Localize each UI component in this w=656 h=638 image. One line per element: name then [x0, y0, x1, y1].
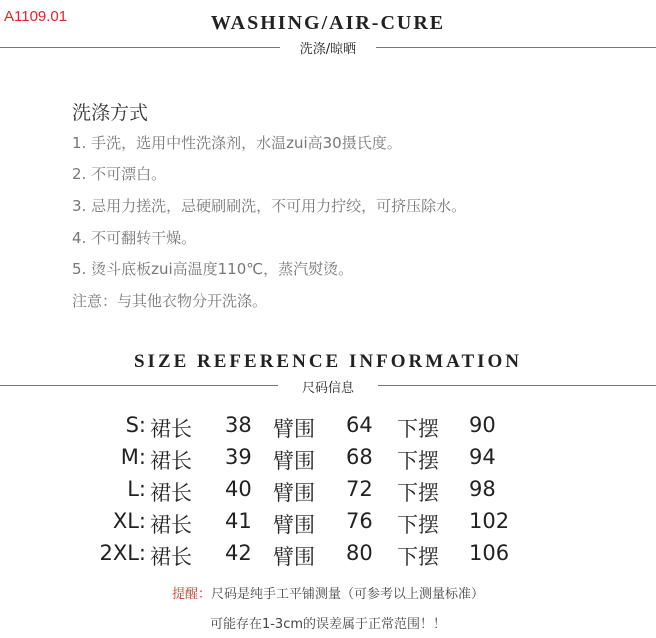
hem-value: 90 [469, 413, 496, 437]
arm-value: 64 [346, 413, 373, 437]
washing-item-2: 2. 不可漂白。 [72, 165, 167, 183]
size-label: L: [127, 477, 146, 501]
arm-label: 臂围 [273, 417, 315, 441]
length-label: 裙长 [150, 481, 192, 505]
size-label: M: [120, 445, 146, 469]
arm-value: 76 [346, 509, 373, 533]
washing-item-3: 3. 忌用力搓洗，忌硬刷刷洗，不可用力拧绞，可挤压除水。 [72, 197, 467, 215]
length-value: 40 [225, 477, 252, 501]
washing-item-4: 4. 不可翻转干燥。 [72, 229, 197, 247]
size-label: S: [125, 413, 146, 437]
hem-label: 下摆 [397, 481, 439, 505]
hem-label: 下摆 [397, 417, 439, 441]
arm-label: 臂围 [273, 449, 315, 473]
size-label: XL: [112, 509, 146, 533]
washing-subtitle: 洗涤/晾晒 [280, 38, 376, 57]
measurement-note [0, 583, 656, 602]
arm-value: 72 [346, 477, 373, 501]
arm-value: 68 [346, 445, 373, 469]
washing-heading: 洗涤方式 [72, 102, 149, 124]
size-row-m [0, 445, 656, 477]
washing-item-1: 1. 手洗，选用中性洗涤剂，水温zui高30摄氏度。 [72, 134, 402, 152]
length-value: 39 [225, 445, 252, 469]
note-body: 尺码是纯手工平铺测量（可参考以上测量标准） [211, 587, 485, 602]
hem-value: 98 [469, 477, 496, 501]
size-row-l [0, 477, 656, 509]
hem-label: 下摆 [397, 449, 439, 473]
size-row-xl [0, 509, 656, 541]
hem-value: 102 [469, 509, 510, 533]
length-label: 裙长 [150, 417, 192, 441]
washing-note: 注意：与其他衣物分开洗涤。 [72, 292, 268, 310]
size-row-2xl [0, 541, 656, 573]
arm-label: 臂围 [273, 513, 315, 537]
error-note: 可能存在1-3cm的误差属于正常范围！！ [209, 617, 447, 632]
length-label: 裙长 [150, 449, 192, 473]
arm-label: 臂围 [273, 481, 315, 505]
washing-item-5: 5. 烫斗底板zui高温度110℃，蒸汽熨烫。 [72, 260, 354, 278]
hem-label: 下摆 [397, 513, 439, 537]
length-value: 38 [225, 413, 252, 437]
size-label: 2XL: [99, 541, 146, 565]
hem-label: 下摆 [397, 545, 439, 569]
length-label: 裙长 [150, 545, 192, 569]
size-row-s [0, 413, 656, 445]
length-value: 41 [225, 509, 252, 533]
length-value: 42 [225, 541, 252, 565]
arm-label: 臂围 [273, 545, 315, 569]
hem-value: 106 [469, 541, 510, 565]
size-subtitle: 尺码信息 [278, 377, 378, 396]
hem-value: 94 [469, 445, 496, 469]
size-title: SIZE REFERENCE INFORMATION [133, 351, 523, 372]
length-label: 裙长 [150, 513, 192, 537]
arm-value: 80 [346, 541, 373, 565]
note-prefix: 提醒： [171, 587, 211, 602]
washing-title: WASHING/AIR-CURE [210, 12, 446, 34]
product-code: A1109.01 [4, 8, 68, 25]
